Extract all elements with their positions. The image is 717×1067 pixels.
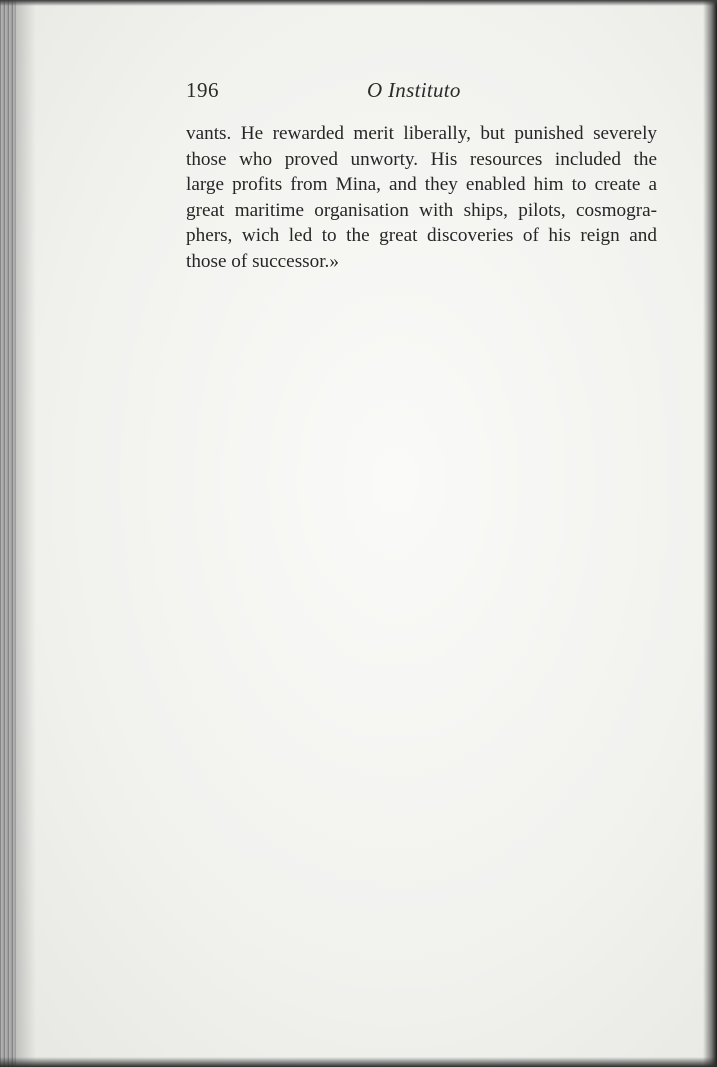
text-line: those who proved unworty. His resources included the (186, 148, 657, 170)
text-line: those of successor.» (186, 250, 339, 272)
page-edges-left (0, 0, 16, 1067)
text-line: great maritime organisation with ships, pilots, cosmogra- (186, 199, 657, 221)
page-edge-top (0, 0, 717, 6)
page-edge-bottom (0, 1057, 717, 1067)
page-edge-right (703, 0, 717, 1067)
binding-shadow (16, 0, 36, 1067)
text-line: vants. He rewarded merit liberally, but punished severely (186, 123, 657, 144)
text-line: large profits from Mina, and they enabled him to create a (186, 174, 657, 195)
running-head (186, 76, 656, 106)
running-title: O Instituto (367, 78, 461, 102)
page-number: 196 (186, 78, 219, 102)
body-text (186, 121, 657, 274)
text-line: phers, wich led to the great discoveries of his reign and (186, 225, 657, 246)
